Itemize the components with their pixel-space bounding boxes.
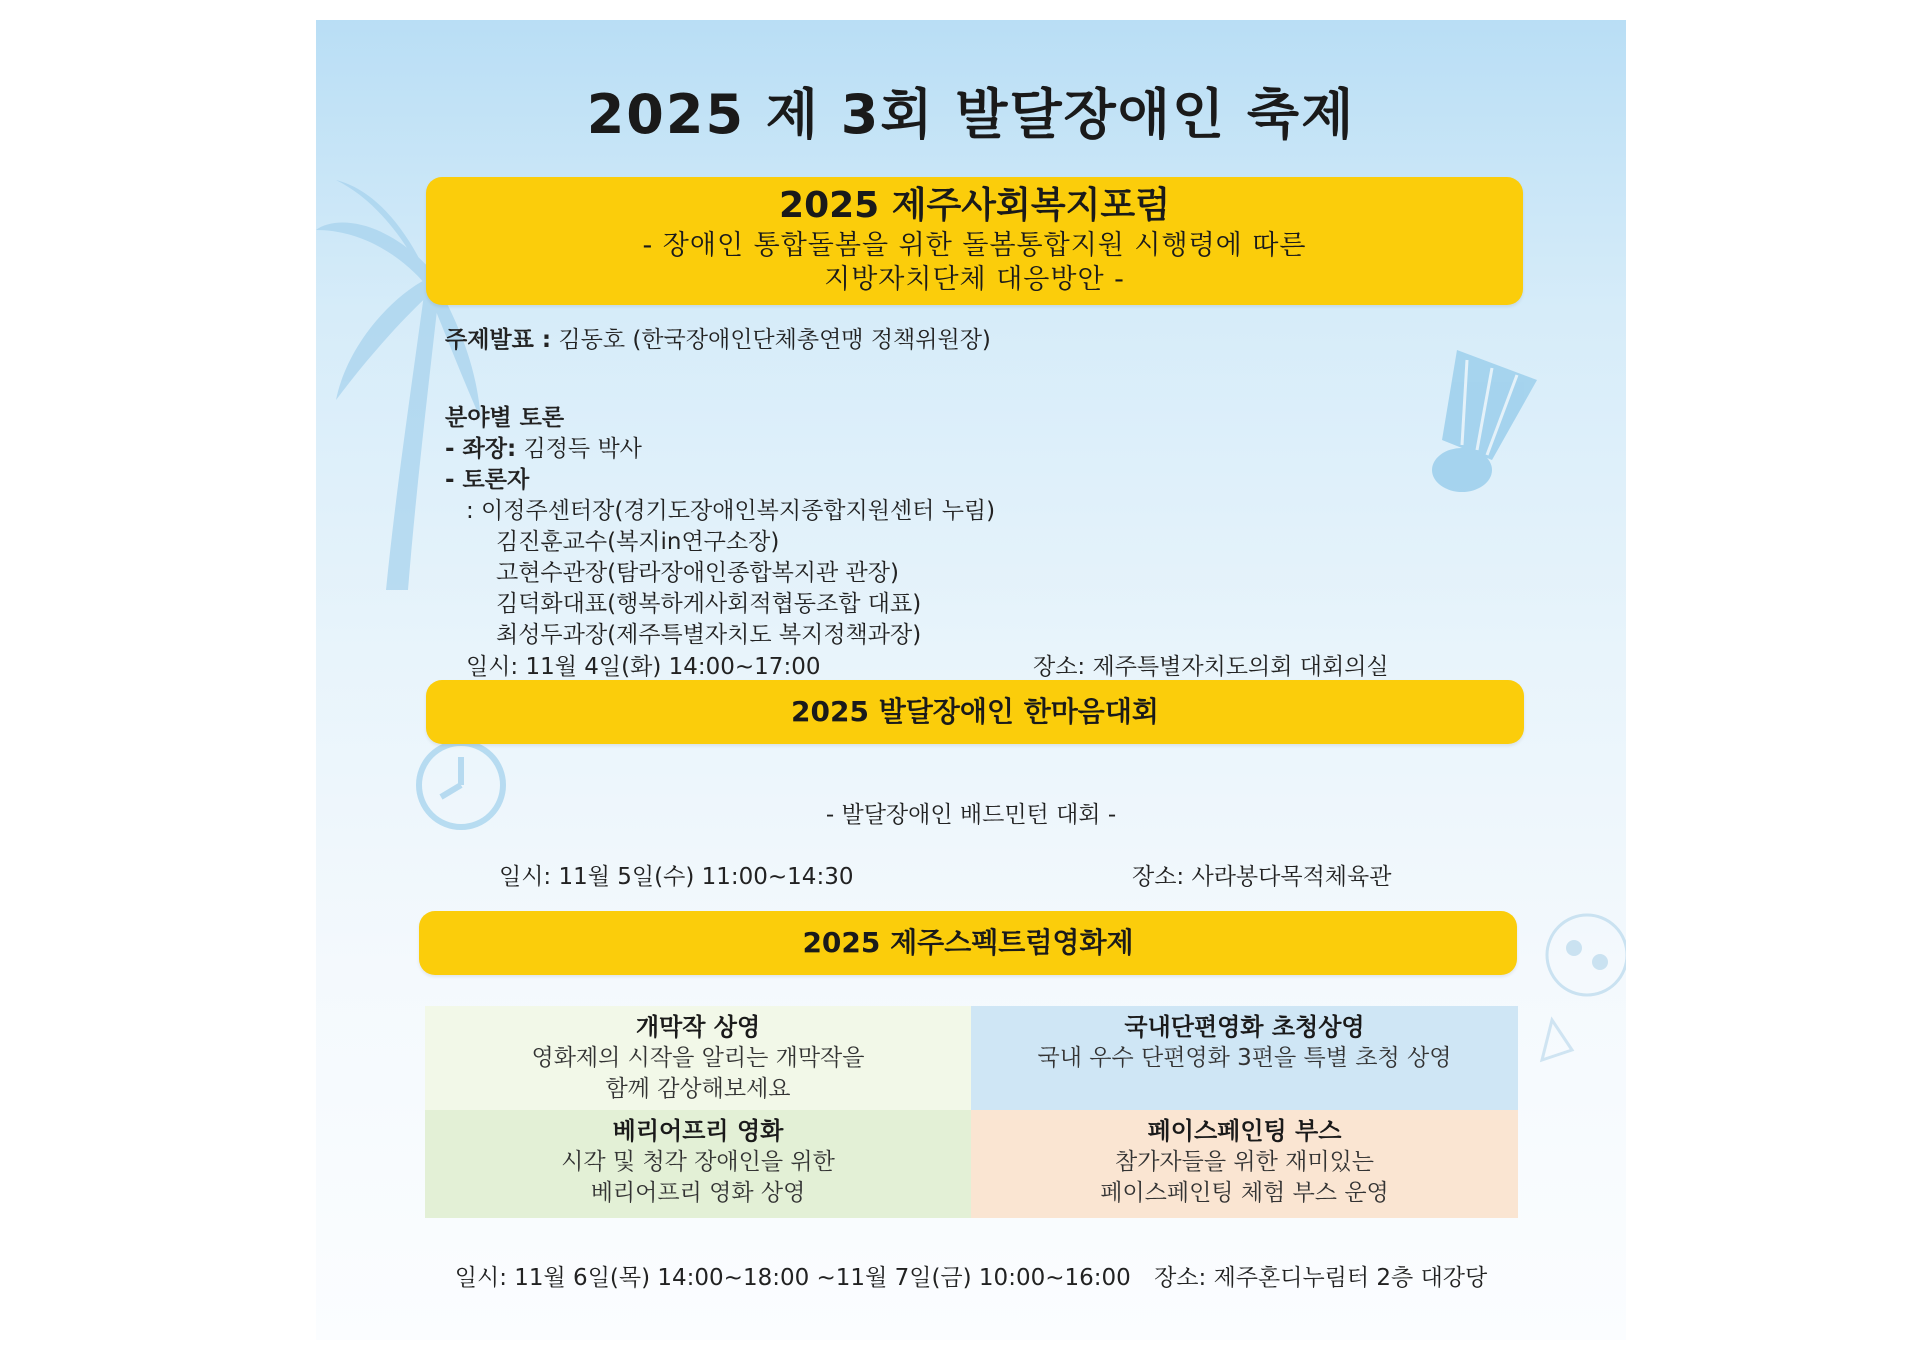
program-desc: 페이스페인팅 체험 부스 운영 (1100, 1180, 1389, 1206)
forum-date: 일시: 11월 4일(화) 14:00~17:00 (466, 654, 821, 680)
program-card (425, 1110, 971, 1218)
program-card (971, 1110, 1518, 1218)
contest-banner (426, 680, 1524, 744)
film-place: 장소: 제주혼디누림터 2층 대강당 (1154, 1265, 1488, 1291)
program-desc: 함께 감상해보세요 (605, 1076, 791, 1102)
shuttlecock-icon (1422, 340, 1572, 510)
panelist-item: 고현수관장(탐라장애인종합복지관 관장) (496, 560, 899, 586)
panelist-label: - 토론자 (445, 467, 530, 493)
keynote-label: 주제발표 : (445, 327, 552, 353)
film-banner (419, 911, 1517, 975)
program-desc: 참가자들을 위한 재미있는 (1114, 1149, 1375, 1175)
program-card (425, 1006, 971, 1110)
program-title: 개막작 상영 (635, 1013, 761, 1041)
program-desc: 국내 우수 단편영화 3편을 특별 초청 상영 (1037, 1045, 1452, 1071)
chair-value: 김정득 박사 (516, 436, 642, 462)
chair-line (445, 434, 642, 465)
film-date: 일시: 11월 6일(목) 14:00~18:00 ~11월 7일(금) 10:00~16:00 (454, 1265, 1131, 1291)
program-card (971, 1006, 1518, 1110)
keynote-value: 김동호 (한국장애인단체총연맹 정책위원장) (551, 327, 991, 353)
contest-place: 장소: 사라봉다목적체육관 (1132, 864, 1392, 890)
ball-icon (1512, 900, 1626, 1070)
film-heading: 2025 제주스펙트럼영화제 (802, 926, 1134, 959)
panel-title: 분야별 토론 (445, 405, 565, 431)
forum-banner (426, 177, 1523, 305)
festival-poster (316, 20, 1626, 1340)
film-schedule (316, 1259, 1626, 1292)
panelist-item: 김덕화대표(행복하게사회적협동조합 대표) (496, 591, 922, 617)
chair-label: - 좌장: (445, 436, 517, 462)
program-title: 베리어프리 영화 (612, 1117, 784, 1145)
forum-subtitle-line2: 지방자치단체 대응방안 - (824, 264, 1125, 295)
contest-date: 일시: 11월 5일(수) 11:00~14:30 (499, 864, 854, 890)
program-desc: 베리어프리 영화 상영 (590, 1180, 806, 1206)
program-desc: 시각 및 청각 장애인을 위한 (561, 1149, 835, 1175)
panelist-item: 김진훈교수(복지in연구소장) (496, 529, 780, 555)
panelist-item: 최성두과장(제주특별자치도 복지정책과장) (496, 622, 922, 648)
program-desc: 영화제의 시작을 알리는 개막작을 (531, 1045, 865, 1071)
film-program-grid (425, 1006, 1518, 1218)
contest-subtitle: - 발달장애인 배드민턴 대회 - (825, 802, 1117, 828)
program-title: 국내단편영화 초청상영 (1124, 1013, 1365, 1041)
contest-heading: 2025 발달장애인 한마음대회 (791, 695, 1159, 728)
program-title: 페이스페인팅 부스 (1147, 1117, 1342, 1145)
forum-place: 장소: 제주특별자치도의회 대회의실 (1033, 654, 1389, 680)
forum-heading: 2025 제주사회복지포럼 (779, 185, 1170, 226)
page-title: 2025 제 3회 발달장애인 축제 (586, 83, 1356, 146)
panelist-item: : 이정주센터장(경기도장애인복지종합지원센터 누림) (466, 498, 996, 524)
forum-subtitle-line1: - 장애인 통합돌봄을 위한 돌봄통합지원 시행령에 따른 (642, 230, 1307, 261)
keynote-line (445, 325, 991, 356)
